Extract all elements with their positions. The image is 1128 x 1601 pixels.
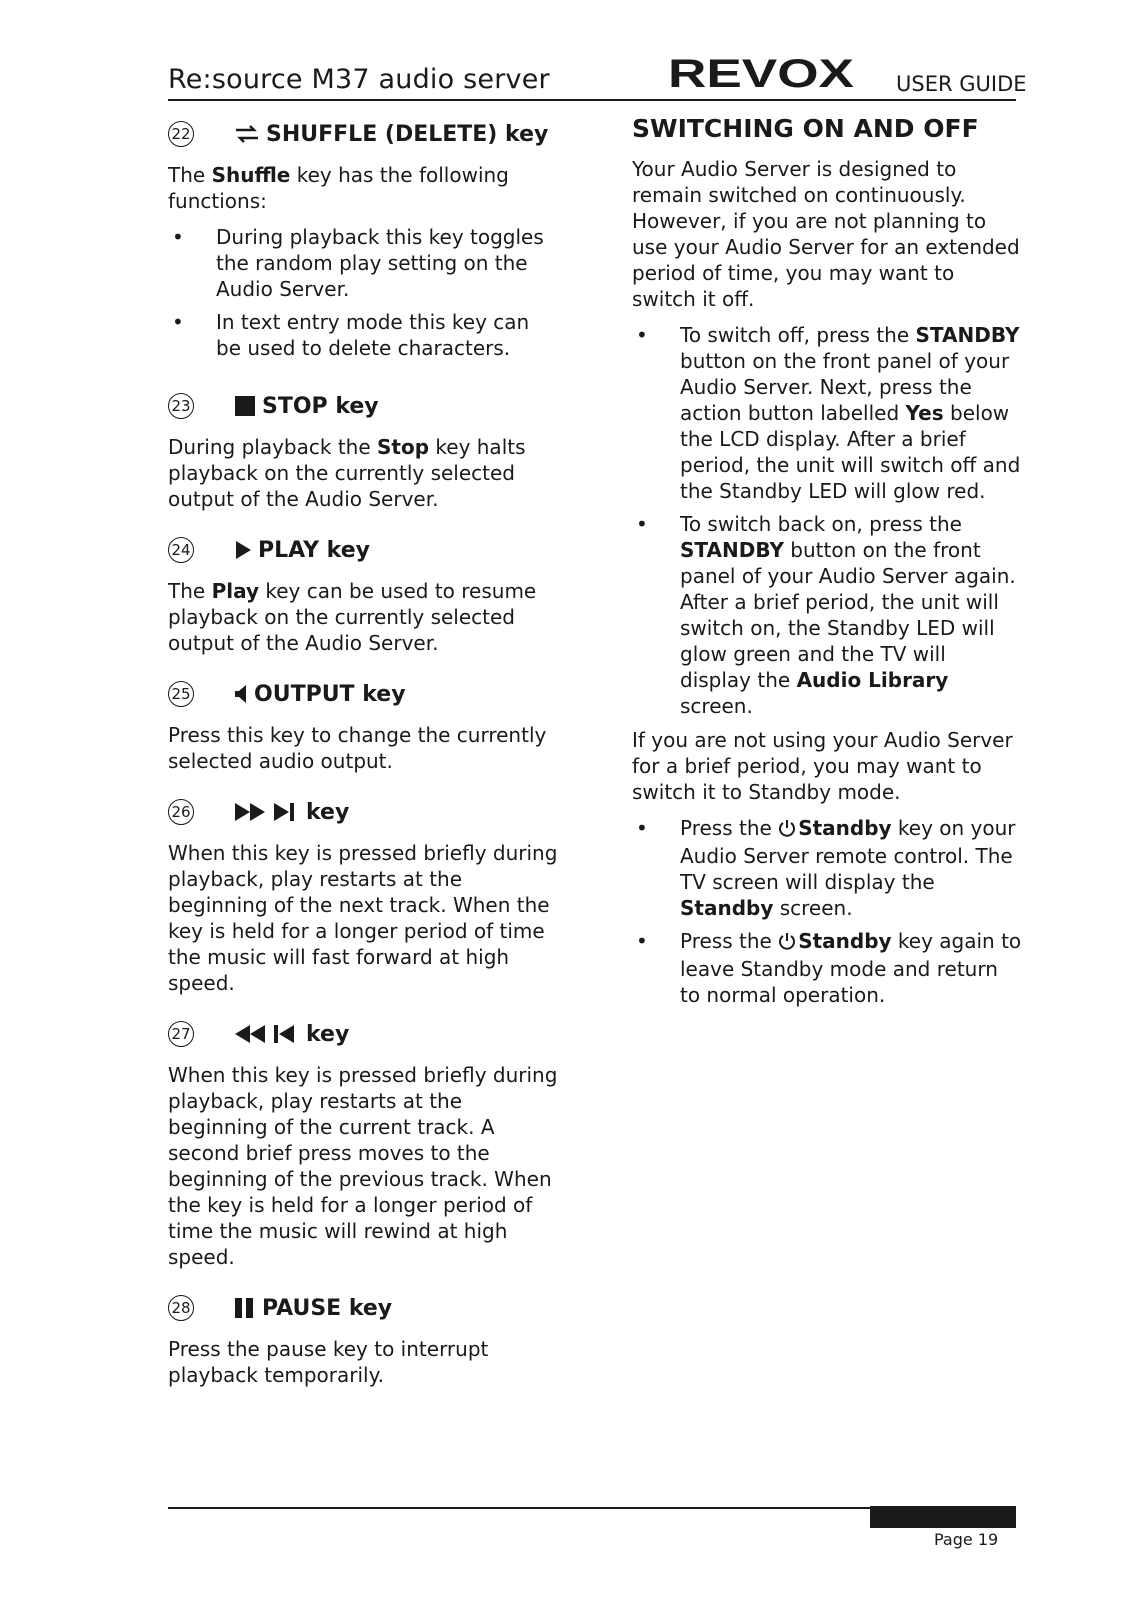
- shuffle-icon: [234, 125, 260, 143]
- section-stop: [168, 386, 558, 512]
- list-item: • During playback this key toggles the random play setting on the Audio Server.: [172, 225, 544, 301]
- section-text: The Play key can be used to resume playback on the currently selected output of the Audio Server.: [168, 579, 537, 655]
- list-item: • Press the Standby key again to leave Standby mode and return to normal operation.: [636, 929, 1022, 1007]
- item-number: 23: [168, 393, 194, 419]
- list-item: • To switch off, press the STANDBY button on the front panel of your Audio Server. Next, press the action button labelled Yes below the LCD display. After a brief period, the unit will switch off and the Standby LED will glow red.: [636, 323, 1021, 503]
- section-heading: key: [306, 1021, 350, 1047]
- list-item: • In text entry mode this key can be used to delete characters.: [172, 310, 530, 360]
- section-heading: SHUFFLE (DELETE) key: [266, 121, 549, 147]
- section-text: When this key is pressed briefly during playback, play restarts at the beginning of the current track. A second brief press moves to the beginning of the previous track. When the key is held for a longer period of time the music will rewind at high speed.: [168, 1063, 558, 1269]
- section-shuffle: [168, 114, 558, 361]
- speaker-icon: [234, 684, 248, 704]
- section-play: [168, 530, 558, 656]
- document-title: Re:source M37 audio server: [168, 64, 550, 95]
- list-item: • To switch back on, press the STANDBY button on the front panel of your Audio Server again. After a brief period, the unit will switch on, the Standby LED will glow green and the TV will display the Audio Library screen.: [636, 512, 1016, 718]
- play-icon: [234, 540, 252, 560]
- section-heading: PAUSE key: [262, 1295, 393, 1321]
- stop-icon: [234, 395, 256, 417]
- section-fast-forward: [168, 792, 558, 996]
- rewind-previous-icon: [234, 1023, 300, 1045]
- item-number: 26: [168, 799, 194, 825]
- pause-icon: [234, 1297, 256, 1319]
- section-heading: STOP key: [262, 393, 379, 419]
- section-output: [168, 674, 558, 774]
- revox-logo-text: REVOX: [668, 56, 855, 92]
- standby-intro-text: If you are not using your Audio Server for a brief period, you may want to switch it to Standby mode.: [632, 728, 1013, 804]
- fast-forward-next-icon: [234, 801, 300, 823]
- item-number: 24: [168, 537, 194, 563]
- item-number: 28: [168, 1295, 194, 1321]
- page-number: Page 19: [934, 1530, 999, 1549]
- power-icon: [778, 817, 796, 843]
- power-icon: [778, 930, 796, 956]
- revox-logo: [668, 56, 868, 96]
- section-heading-switching: SWITCHING ON AND OFF: [632, 114, 979, 143]
- section-heading: key: [306, 799, 350, 825]
- section-rewind: [168, 1014, 558, 1270]
- section-text: When this key is pressed briefly during playback, play restarts at the beginning of the next track. When the key is held for a longer period of time the music will fast forward at high speed.: [168, 841, 558, 995]
- section-text: During playback the Stop key halts playback on the currently selected output of the Audio Server.: [168, 435, 526, 511]
- section-heading: PLAY key: [258, 537, 370, 563]
- section-pause: [168, 1288, 558, 1388]
- item-number: 25: [168, 681, 194, 707]
- user-guide-label: USER GUIDE: [896, 72, 1027, 96]
- section-heading: OUTPUT key: [254, 681, 406, 707]
- item-number: 27: [168, 1021, 194, 1047]
- section-text: Press this key to change the currently selected audio output.: [168, 723, 547, 773]
- left-column: [168, 114, 558, 1388]
- intro-text: Your Audio Server is designed to remain switched on continuously. However, if you are not planning to use your Audio Server for an extended period of time, you may want to switch it off.: [632, 157, 1020, 311]
- header-divider: [168, 99, 1016, 101]
- item-number: 22: [168, 121, 194, 147]
- footer-tab: [870, 1506, 1016, 1528]
- section-text: Press the pause key to interrupt playback temporarily.: [168, 1337, 489, 1387]
- section-text: The Shuffle key has the following functions:: [168, 163, 509, 213]
- right-column: [632, 114, 1022, 1015]
- list-item: • Press the Standby key on your Audio Server remote control. The TV screen will display the Standby screen.: [636, 816, 1016, 920]
